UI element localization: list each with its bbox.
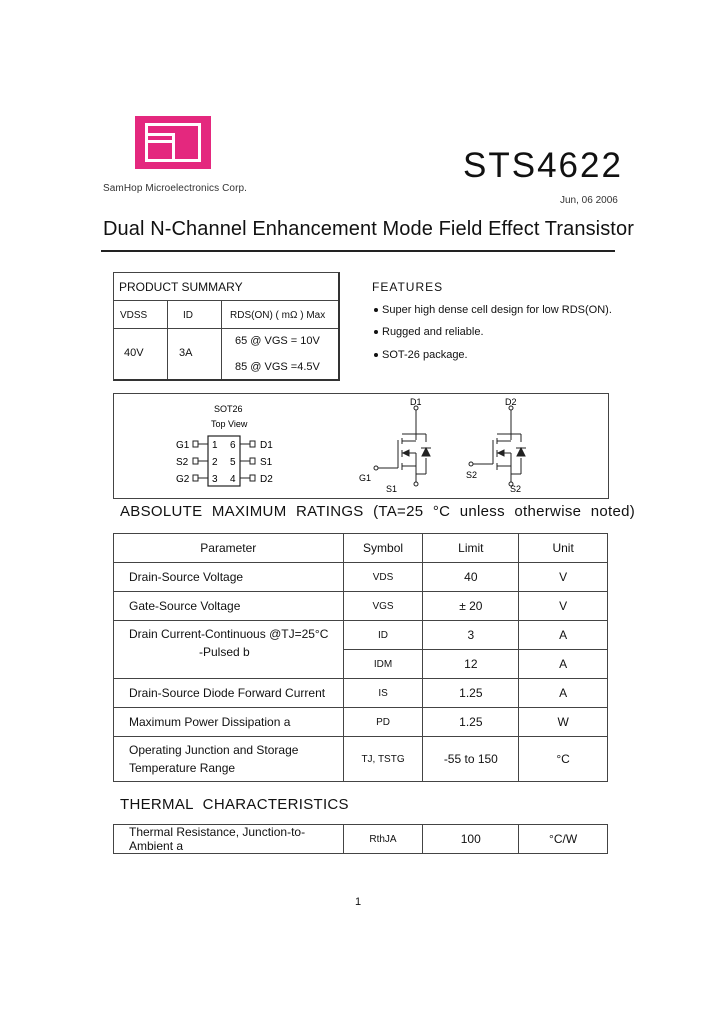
package-diagram [113,393,609,499]
table-row: Drain Current-Continuous @TJ=25°C -Pulsed b ID 3 A [114,621,608,650]
fet2-drain: D2 [505,397,517,407]
rds-value-2: 85 @ VGS =4.5V [235,361,320,373]
col-vdss: VDSS [120,310,148,321]
package-view: Top View [211,419,248,429]
pin-number: 2 [212,457,218,468]
company-name: SamHop Microelectronics Corp. [103,183,248,194]
thermal-table [113,824,608,854]
pin-label: G1 [176,440,190,451]
product-summary-header: PRODUCT SUMMARY [114,273,338,301]
pin-number: 4 [230,474,236,485]
package-name: SOT26 [214,404,243,414]
pin-label: S1 [260,457,273,468]
pin-label: D2 [260,474,273,485]
feature-item: SOT-26 package. [374,349,468,361]
table-row: Drain-Source Diode Forward Current IS 1.25 A [114,679,608,708]
page-number: 1 [355,896,362,908]
table-row: Maximum Power Dissipation a PD 1.25 W [114,708,608,737]
pin-number: 5 [230,457,236,468]
pin-label: D1 [260,440,273,451]
pin-number: 1 [212,440,218,451]
table-row: Gate-Source Voltage VGS ± 20 V [114,592,608,621]
col-header: Symbol [343,534,423,563]
col-header: Limit [423,534,519,563]
col-rds: RDS(ON) ( mΩ ) Max [230,310,326,321]
pin-label: G2 [176,474,190,485]
table-row: Operating Junction and Storage Temperature Range TJ, TSTG -55 to 150 °C [114,737,608,782]
table-row: Thermal Resistance, Junction-to-Ambient a RthJA 100 °C/W [114,825,608,854]
abs-max-table [113,533,608,782]
document-date: Jun, 06 2006 [560,195,618,206]
table-header-row [114,534,608,563]
features-heading: FEATURES [372,280,444,294]
pin-number: 3 [212,474,218,485]
col-header: Unit [519,534,608,563]
product-summary-table [113,272,340,381]
part-number: STS4622 [463,146,623,185]
fet2-gate: S2 [466,470,478,480]
terminal-s1 [414,482,418,486]
thermal-heading: THERMAL CHARACTERISTICS [120,796,349,813]
table-row: Drain-Source Voltage VDS 40 V [114,563,608,592]
terminal-g1 [374,466,378,470]
pin-label: S2 [176,457,189,468]
col-header: Parameter [114,534,344,563]
feature-item: Rugged and reliable. [374,326,484,338]
feature-item: Super high dense cell design for low RDS(ON). [374,304,612,316]
pinout-schematic [114,394,608,498]
mosfet-1-symbol [376,408,431,484]
mosfet-2-symbol [471,408,526,484]
pin-number: 6 [230,440,236,451]
id-value: 3A [179,347,193,359]
fet1-drain: D1 [410,397,422,407]
fet1-source: S1 [386,484,398,494]
abs-max-heading: ABSOLUTE MAXIMUM RATINGS (TA=25 °C unless otherwise noted) [120,503,636,520]
terminal-g2 [469,462,473,466]
vdss-value: 40V [124,347,144,359]
fet2-source: S2 [510,484,522,494]
title-rule [101,250,615,252]
fet1-gate: G1 [359,473,372,483]
rds-value-1: 65 @ VGS = 10V [235,335,320,347]
col-id: ID [183,310,193,321]
table-row: IDM 12 A [114,650,608,679]
samhop-logo [135,116,211,169]
document-title: Dual N-Channel Enhancement Mode Field Effect Transistor [103,218,634,240]
